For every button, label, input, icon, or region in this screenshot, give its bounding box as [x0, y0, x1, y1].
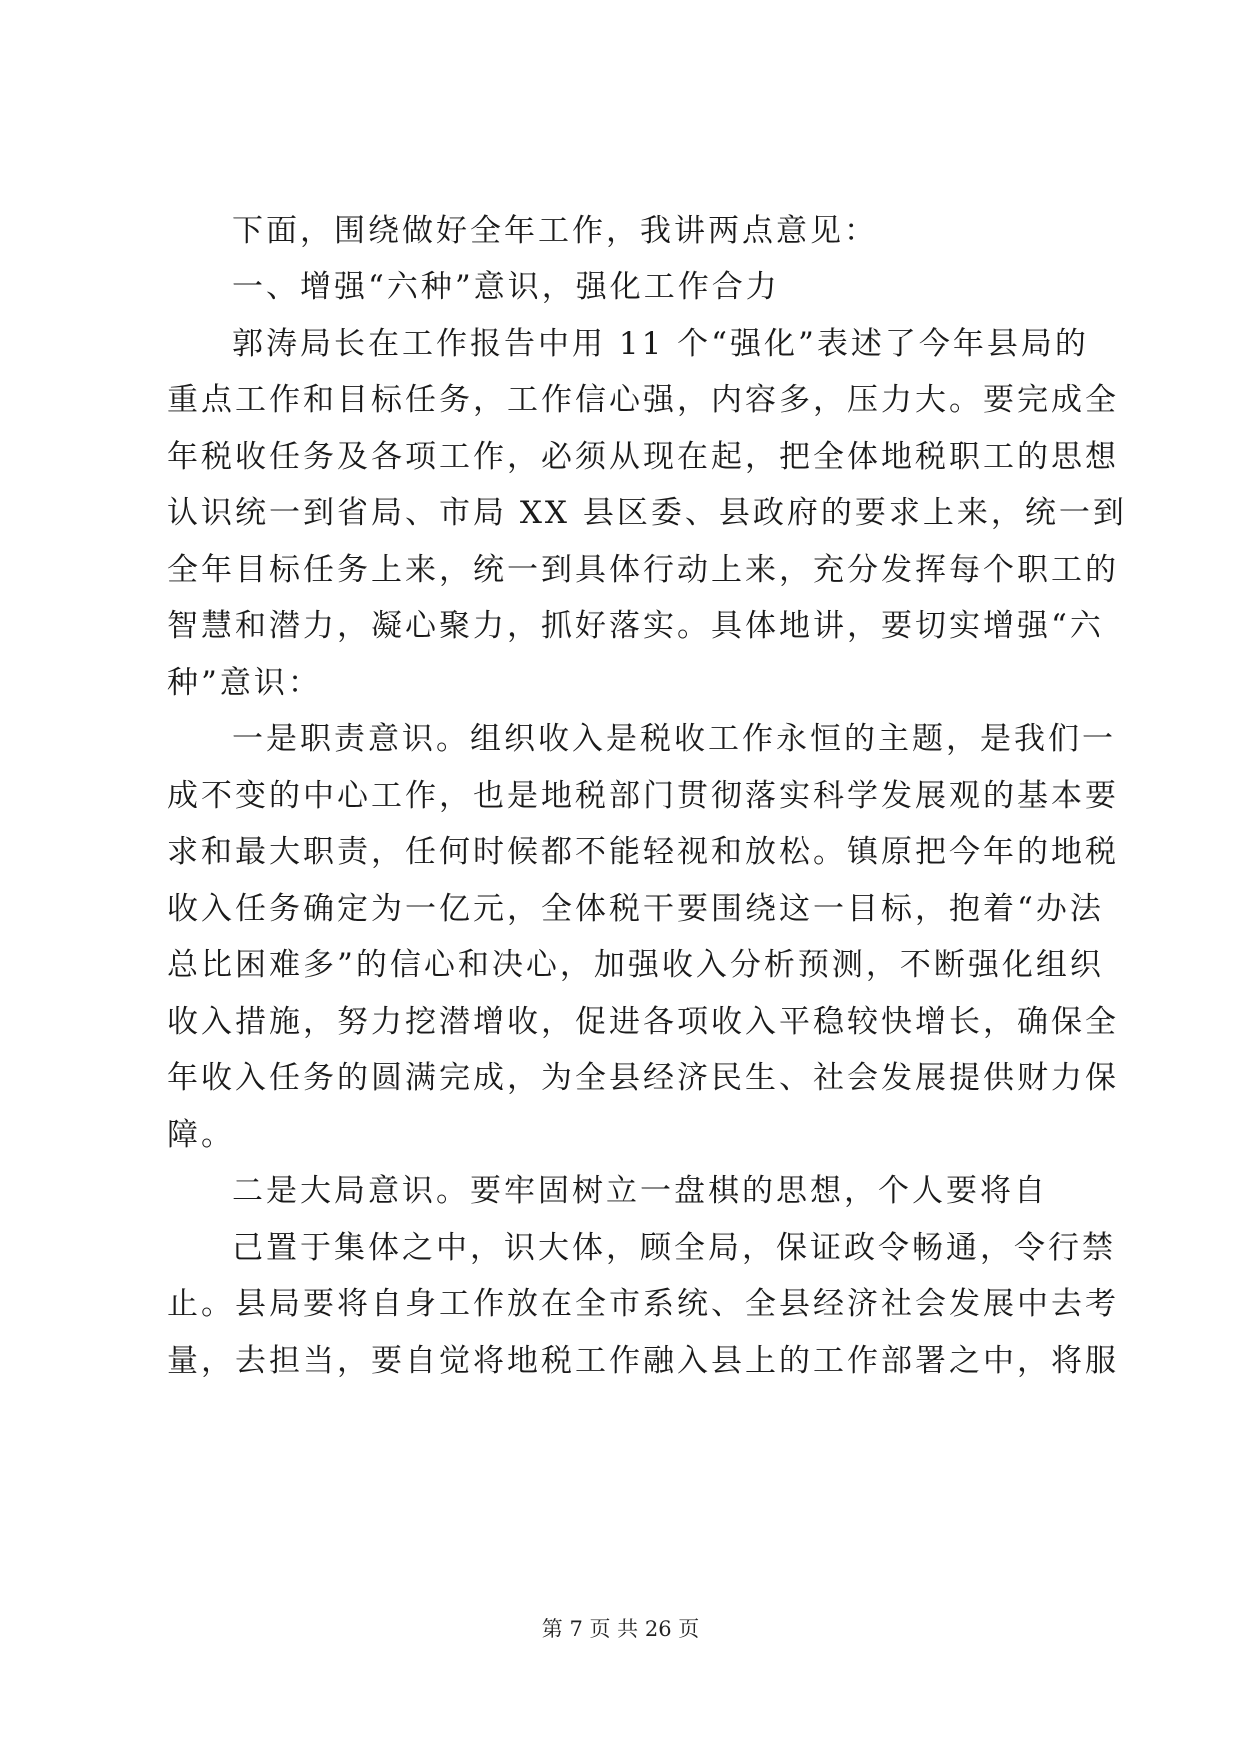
section-heading: 一、增强“六种”意识，强化工作合力: [232, 269, 780, 305]
page-number-footer: 第 7 页 共 26 页: [541, 1617, 700, 1641]
text-line: 成不变的中心工作，也是地税部门贯彻落实科学发展观的基本要: [167, 778, 1119, 814]
text-line: 郭涛局长在工作报告中用 11 个“强化”表述了今年县局的: [232, 326, 1089, 362]
text-line: 年税收任务及各项工作，必须从现在起，把全体地税职工的思想: [167, 439, 1119, 475]
text-line: 全年目标任务上来，统一到具体行动上来，充分发挥每个职工的: [167, 552, 1119, 588]
text-line: 种”意识：: [167, 665, 322, 701]
text-line: 一是职责意识。组织收入是税收工作永恒的主题，是我们一: [232, 721, 1116, 757]
text-line: 认识统一到省局、市局 XX 县区委、县政府的要求上来，统一到: [167, 495, 1127, 531]
text-line: 己置于集体之中，识大体，顾全局，保证政令畅通，令行禁: [232, 1230, 1116, 1266]
text-line: 障。: [167, 1117, 235, 1153]
text-line: 智慧和潜力，凝心聚力，抓好落实。具体地讲，要切实增强“六: [167, 608, 1104, 644]
text-line: 量，去担当，要自觉将地税工作融入县上的工作部署之中，将服: [167, 1343, 1119, 1379]
text-line: 止。县局要将自身工作放在全市系统、全县经济社会发展中去考: [167, 1286, 1119, 1322]
text-line: 下面，围绕做好全年工作，我讲两点意见：: [232, 213, 878, 249]
text-line: 求和最大职责，任何时候都不能轻视和放松。镇原把今年的地税: [167, 834, 1119, 870]
text-line: 重点工作和目标任务，工作信心强，内容多，压力大。要完成全: [167, 382, 1119, 418]
text-line: 年收入任务的圆满完成，为全县经济民生、社会发展提供财力保: [167, 1060, 1119, 1096]
text-line: 收入任务确定为一亿元，全体税干要围绕这一目标，抱着“办法: [167, 891, 1104, 927]
text-line: 总比困难多”的信心和决心，加强收入分析预测，不断强化组织: [167, 947, 1104, 983]
text-line: 收入措施，努力挖潜增收，促进各项收入平稳较快增长，确保全: [167, 1004, 1119, 1040]
text-line: 二是大局意识。要牢固树立一盘棋的思想，个人要将自: [232, 1173, 1048, 1209]
